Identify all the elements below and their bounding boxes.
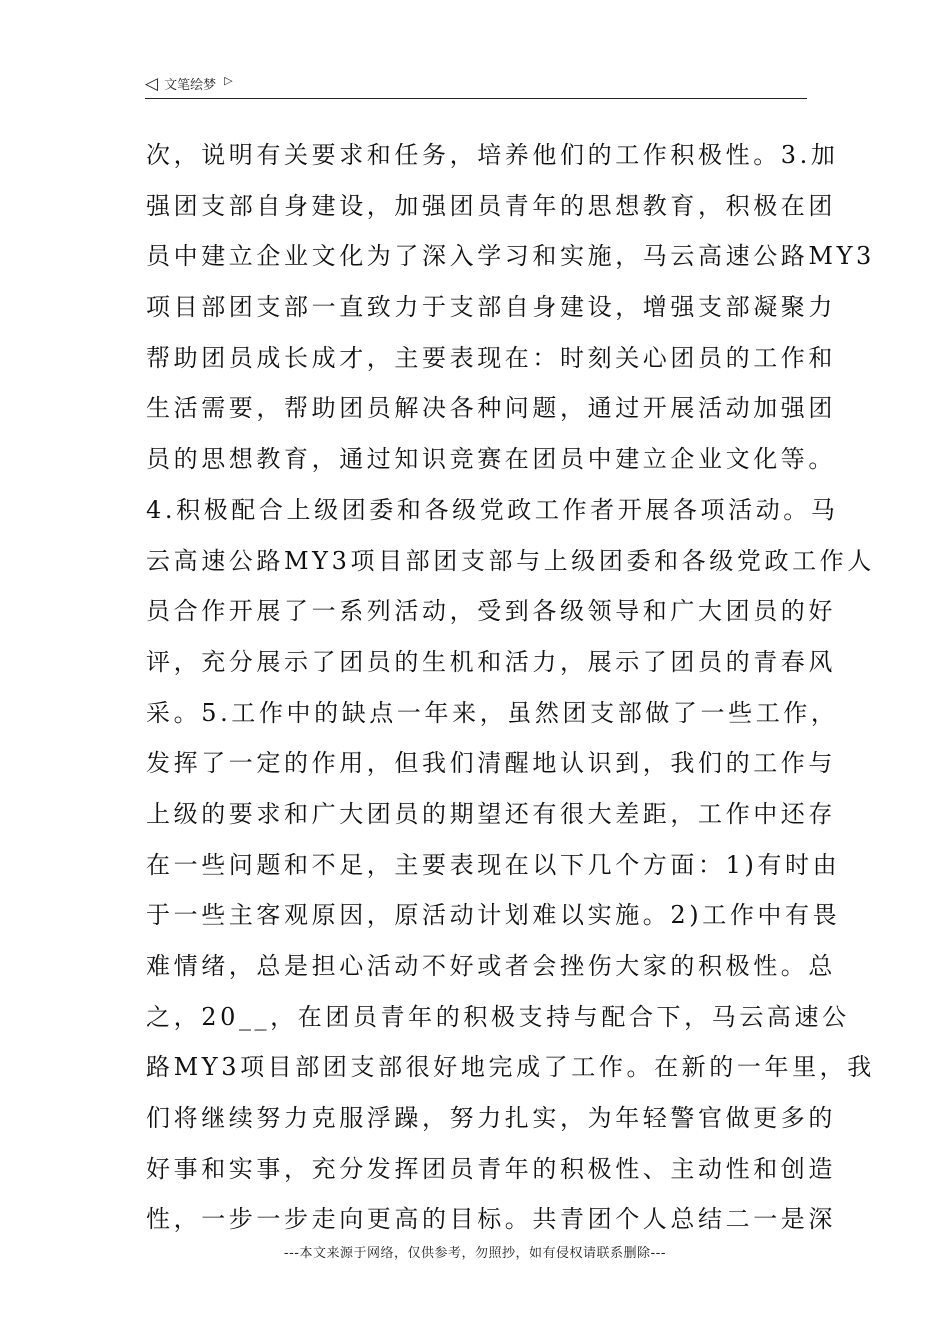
body-text-line: 项目部团支部一直致力于支部自身建设，增强支部凝聚力: [146, 293, 836, 322]
footer-disclaimer: ---本文来源于网络，仅供参考，勿照抄，如有侵权请联系删除---: [283, 1246, 667, 1261]
body-text-line: 性，一步一步走向更高的目标。共青团个人总结二一是深: [146, 1205, 836, 1234]
body-text-line: 路MY3项目部团支部很好地完成了工作。在新的一年里，我: [146, 1053, 875, 1082]
body-text-line: 评，充分展示了团员的生机和活力，展示了团员的青春风: [146, 647, 836, 676]
body-text-line: 采。5.工作中的缺点一年来，虽然团支部做了一些工作，: [146, 698, 839, 727]
document-body: [146, 130, 875, 1245]
body-text-line: 发挥了一定的作用，但我们清醒地认识到，我们的工作与: [146, 749, 836, 778]
body-text-line: 员合作开展了一系列活动，受到各级领导和广大团员的好: [146, 597, 836, 626]
triangle-left-icon: ◁: [145, 73, 159, 94]
body-text-line: 4.积极配合上级团委和各级党政工作者开展各项活动。马: [146, 495, 839, 524]
body-text-line: 好事和实事，充分发挥团员青年的积极性、主动性和创造: [146, 1154, 836, 1183]
body-text-line: 生活需要，帮助团员解决各种问题，通过开展活动加强团: [146, 394, 836, 423]
body-text-line: 难情绪，总是担心活动不好或者会挫伤大家的积极性。总: [146, 952, 836, 980]
body-text-line: 员中建立企业文化为了深入学习和实施，马云高速公路MY3: [146, 242, 875, 271]
triangle-right-icon: ▷: [224, 73, 233, 87]
body-text-line: 们将继续努力克服浮躁，努力扎实，为年轻警官做更多的: [146, 1104, 836, 1133]
header-title: 文笔绘梦: [164, 78, 217, 93]
header-brand: [145, 74, 233, 93]
body-text-line: 员的思想教育，通过知识竞赛在团员中建立企业文化等。: [146, 445, 836, 474]
body-text-line: 上级的要求和广大团员的期望还有很大差距，工作中还存: [146, 799, 836, 828]
body-text-line: 云高速公路MY3项目部团支部与上级团委和各级党政工作人: [146, 546, 875, 575]
body-text-line: 帮助团员成长成才，主要表现在：时刻关心团员的工作和: [146, 343, 836, 372]
body-text-line: 于一些主客观原因，原活动计划难以实施。2)工作中有畏: [146, 901, 841, 930]
body-text-line: 次，说明有关要求和任务，培养他们的工作积极性。3.加: [146, 141, 839, 169]
body-text-line: 在一些问题和不足，主要表现在以下几个方面：1)有时由: [146, 850, 841, 879]
body-text-line: 之，20__，在团员青年的积极支持与配合下，马云高速公: [146, 1002, 850, 1031]
body-text-line: 强团支部自身建设，加强团员青年的思想教育，积极在团: [146, 191, 836, 220]
page-header: [145, 72, 807, 99]
